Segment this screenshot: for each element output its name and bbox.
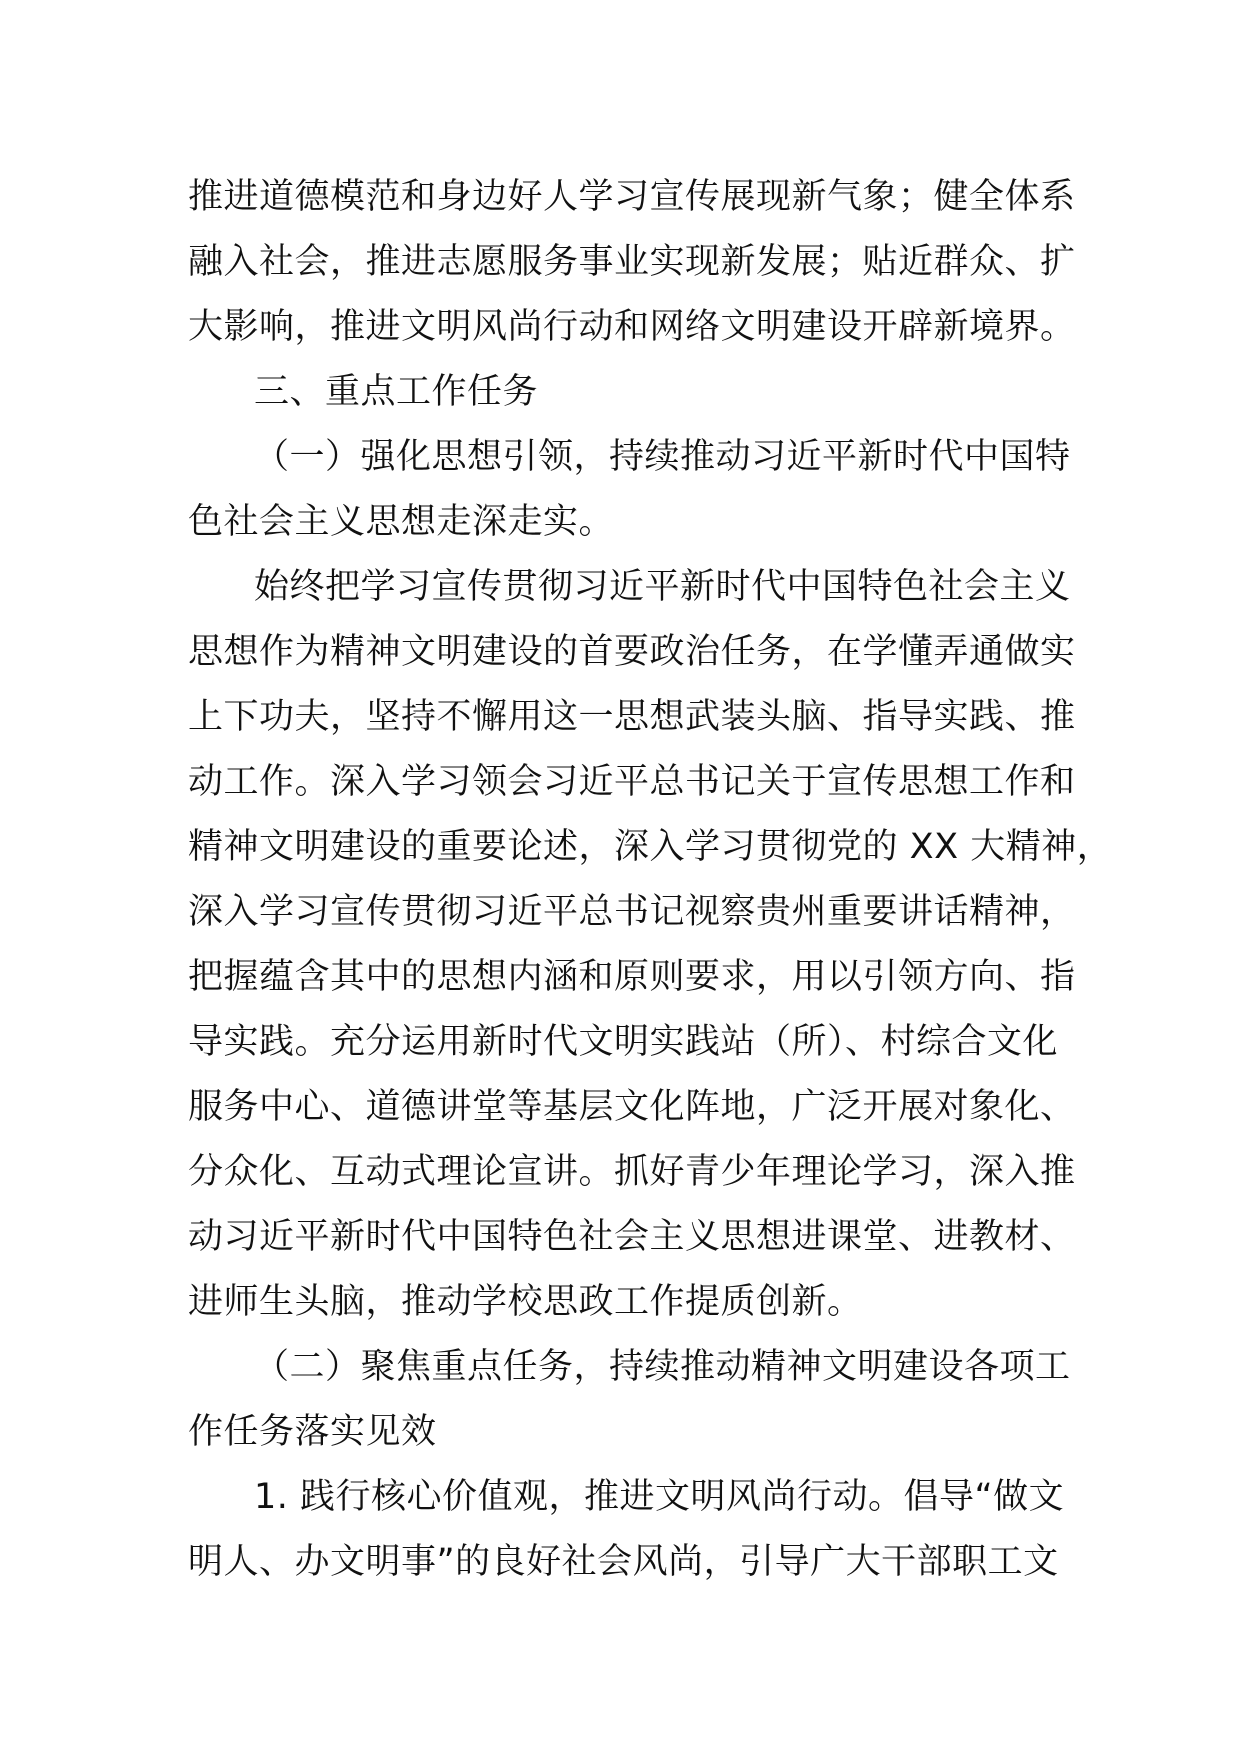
- body-line: 服务中心、道德讲堂等基层文化阵地，广泛开展对象化、: [188, 1087, 1076, 1127]
- body-line: 动工作。深入学习领会习近平总书记关于宣传思想工作和: [188, 762, 1076, 802]
- body-line: 上下功夫，坚持不懈用这一思想武装头脑、指导实践、推: [188, 697, 1076, 737]
- numbered-item: 1. 践行核心价值观，推进文明风尚行动。倡导“做文: [254, 1477, 1065, 1517]
- body-line: 明人、办文明事”的良好社会风尚，引导广大干部职工文: [188, 1542, 1059, 1582]
- body-line: 精神文明建设的重要论述，深入学习贯彻党的 XX 大精神，: [188, 827, 1113, 867]
- body-line: 深入学习宣传贯彻习近平总书记视察贵州重要讲话精神，: [188, 892, 1076, 932]
- subsection-heading-continued: 作任务落实见效: [188, 1412, 437, 1452]
- paragraph-start: 始终把学习宣传贯彻习近平新时代中国特色社会主义: [254, 567, 1071, 607]
- body-line: 大影响，推进文明风尚行动和网络文明建设开辟新境界。: [188, 307, 1076, 347]
- subsection-heading-continued: 色社会主义思想走深走实。: [188, 502, 615, 542]
- body-line: 推进道德模范和身边好人学习宣传展现新气象；健全体系: [188, 177, 1076, 217]
- body-line: 融入社会，推进志愿服务事业实现新发展；贴近群众、扩: [188, 242, 1076, 282]
- subsection-heading: （二）聚焦重点任务，持续推动精神文明建设各项工: [254, 1347, 1071, 1387]
- document-body: [188, 165, 1113, 1595]
- body-line: 动习近平新时代中国特色社会主义思想进课堂、进教材、: [188, 1217, 1076, 1257]
- body-line: 进师生头脑，推动学校思政工作提质创新。: [188, 1282, 863, 1322]
- body-line: 分众化、互动式理论宣讲。抓好青少年理论学习，深入推: [188, 1152, 1076, 1192]
- body-line: 把握蕴含其中的思想内涵和原则要求，用以引领方向、指: [188, 957, 1076, 997]
- body-line: 思想作为精神文明建设的首要政治任务，在学懂弄通做实: [188, 632, 1076, 672]
- body-line: 导实践。充分运用新时代文明实践站（所）、村综合文化: [188, 1022, 1059, 1062]
- section-heading: 三、重点工作任务: [254, 372, 539, 412]
- subsection-heading: （一）强化思想引领，持续推动习近平新时代中国特: [254, 437, 1071, 477]
